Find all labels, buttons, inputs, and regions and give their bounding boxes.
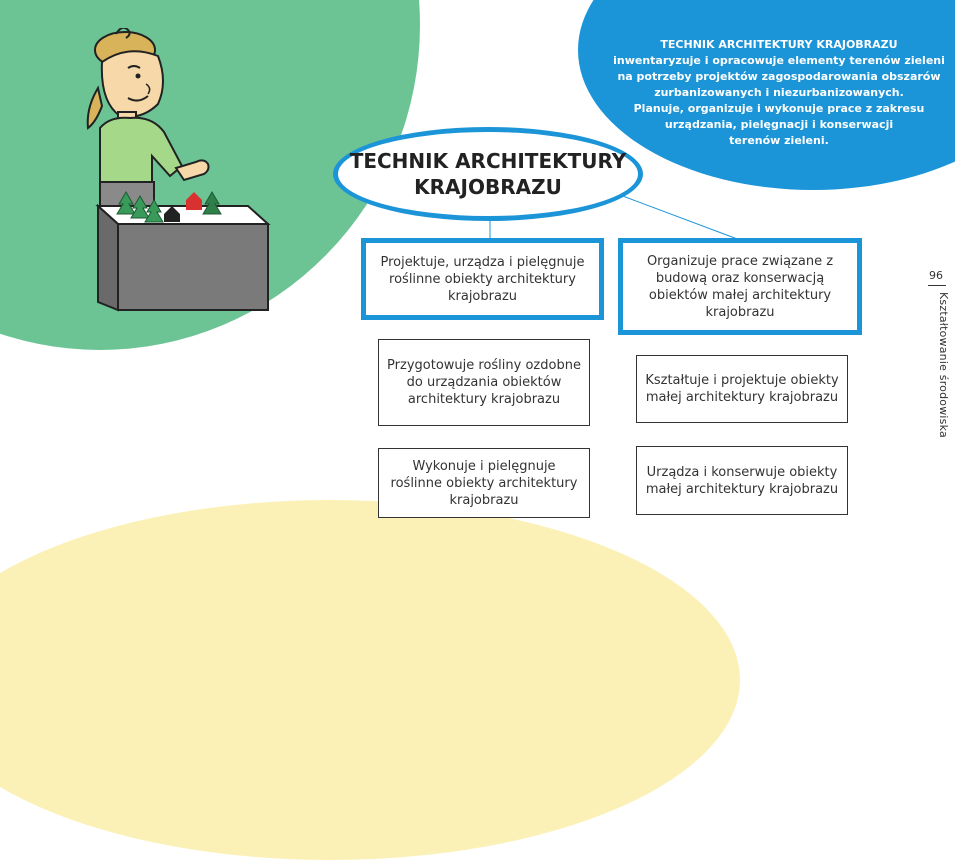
description-line: terenów zieleni. [729, 134, 829, 147]
task-box [636, 446, 848, 515]
task-box [636, 355, 848, 423]
task-label: Przygotowuje rośliny ozdobne do urządzania obiektów architektury krajobrazu [387, 358, 581, 407]
description-heading: TECHNIK ARCHITEKTURY KRAJOBRAZU [660, 38, 898, 51]
landscape-model-table [98, 192, 268, 310]
description-line: urządzania, pielęgnacji i konserwacji [664, 118, 894, 131]
branch-box-plant-objects [361, 238, 604, 320]
section-label: Kształtowanie środowiska [937, 292, 950, 438]
description-line: zurbanizowanych i niezurbanizowanych. [654, 86, 904, 99]
task-box [378, 448, 590, 518]
profession-title [333, 127, 643, 221]
description-line: na potrzeby projektów zagospodarowania obszarów [617, 70, 941, 83]
task-label: Urządza i konserwuje obiekty małej architektury krajobrazu [645, 464, 839, 497]
description-line: inwentaryzuje i opracowuje elementy terenów zieleni [613, 54, 945, 67]
side-divider [928, 285, 946, 286]
title-line: KRAJOBRAZU [414, 175, 562, 199]
task-label: Kształtuje i projektuje obiekty małej architektury krajobrazu [645, 373, 839, 405]
woman-with-landscape-model-illustration [80, 28, 280, 318]
page-number: 96 [929, 269, 943, 282]
task-label: Wykonuje i pielęgnuje roślinne obiekty architektury krajobrazu [390, 458, 578, 508]
branch-box-small-architecture [618, 238, 862, 335]
task-box [378, 339, 590, 426]
woman-figure [88, 28, 209, 212]
connector-line [620, 195, 740, 240]
title-line: TECHNIK ARCHITEKTURY [349, 149, 627, 173]
branch-label: Organizuje prace związane z budową oraz konserwacją obiektów małej architektury krajobrazu [646, 253, 834, 320]
description-line: Planuje, organizuje i wykonuje prace z zakresu [633, 102, 925, 115]
branch-label: Projektuje, urządza i pielęgnuje roślinne obiekty architektury krajobrazu [380, 254, 585, 304]
